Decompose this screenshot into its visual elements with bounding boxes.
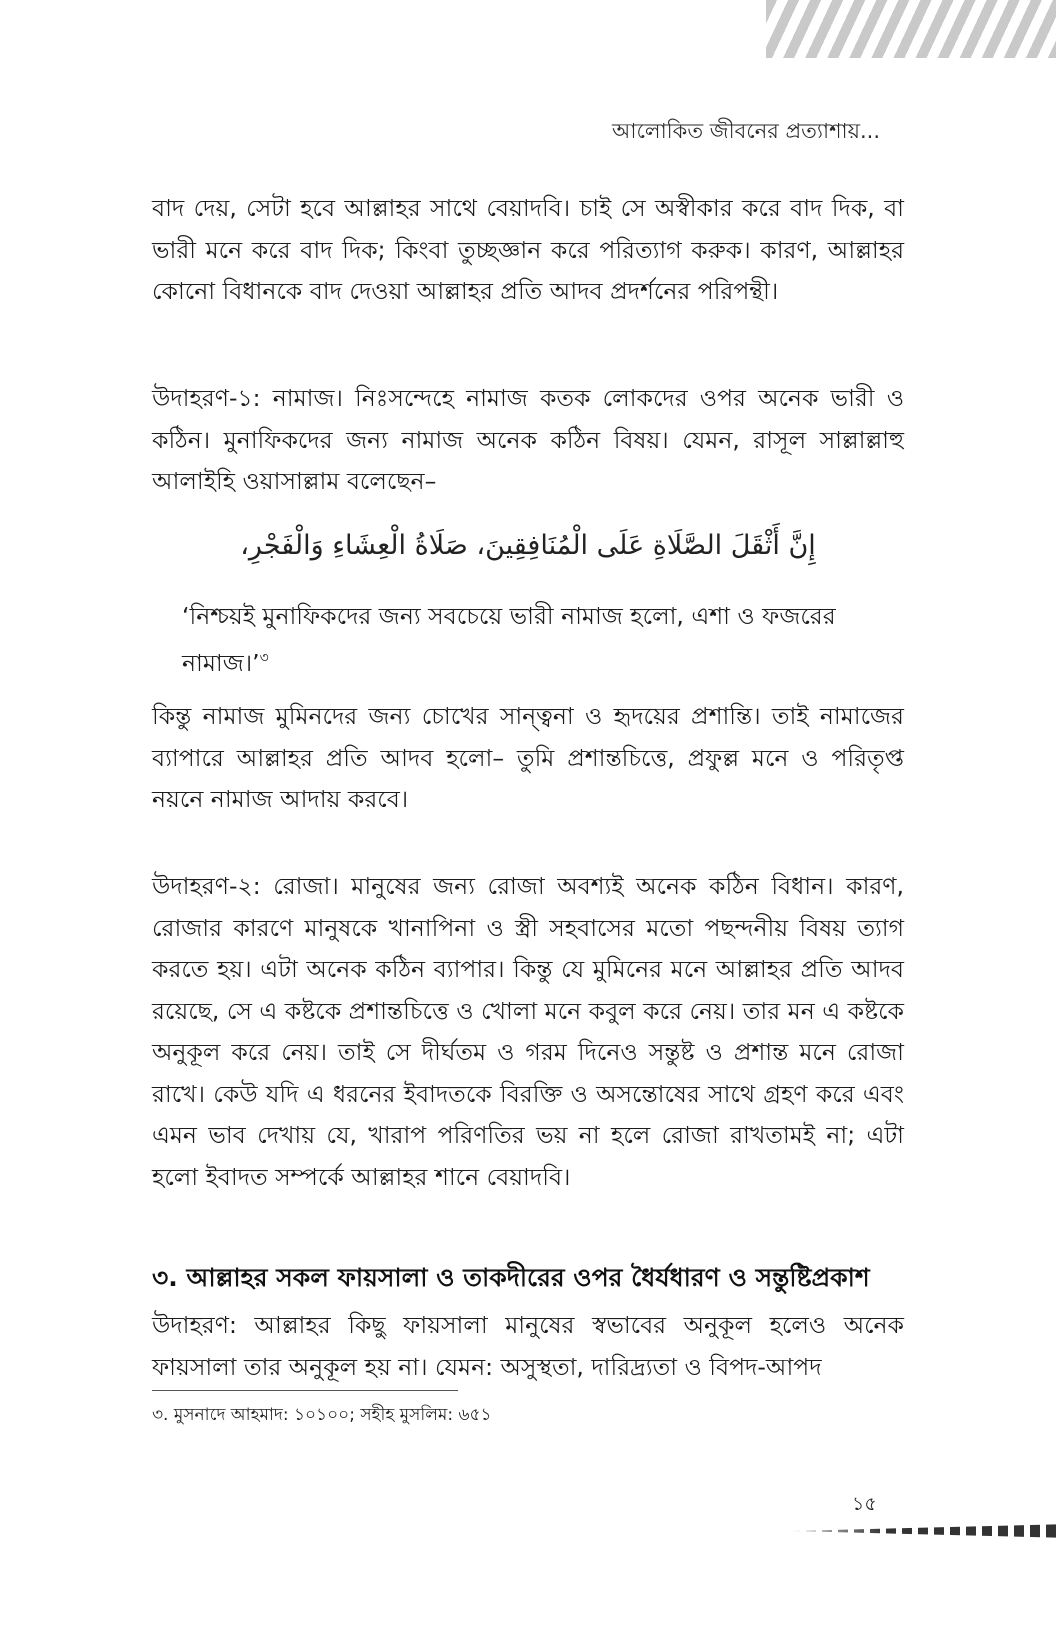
translation-text: ‘নিশ্চয়ই মুনাফিকদের জন্য সবচেয়ে ভারী নামাজ হলো, এশা ও ফজরের নামাজ।’	[182, 602, 836, 677]
page-number: ১৫	[852, 1493, 877, 1515]
paragraph-1: বাদ দেয়, সেটা হবে আল্লাহর সাথে বেয়াদবি। চাই সে অস্বীকার করে বাদ দিক, বা ভারী মনে করে বাদ দিক; কিংবা তুচ্ছজ্ঞান করে পরিত্যাগ করুক। কারণ, আল্লাহর কোনো বিধানকে বাদ দেওয়া আল্লাহর প্রতি আদব প্রদর্শনের পরিপন্থী।	[152, 194, 904, 305]
footnote-divider	[152, 1390, 458, 1391]
decorative-dots	[790, 1520, 1056, 1542]
decorative-stripes	[766, 0, 1056, 58]
section-heading: ৩. আল্লাহর সকল ফায়সালা ও তাকদীরের ওপর ধৈর্যধারণ ও সন্তুষ্টিপ্রকাশ	[152, 1263, 870, 1292]
paragraph-2: উদাহরণ-১: নামাজ। নিঃসন্দেহে নামাজ কতক লোকদের ওপর অনেক ভারী ও কঠিন। মুনাফিকদের জন্য নামাজ অনেক কঠিন বিষয়। যেমন, রাসূল সাল্লাল্লাহু আলাইহি ওয়াসাল্লাম বলেছেন–	[152, 384, 904, 495]
paragraph-5: উদাহরণ: আল্লাহর কিছু ফায়সালা মানুষের স্বভাবের অনুকূল হলেও অনেক ফায়সালা তার অনুকূল হয় না। যেমন: অসুস্থতা, দারিদ্র্যতা ও বিপদ-আপদ	[152, 1311, 904, 1381]
running-header: আলোকিত জীবনের প্রত্যাশায়...	[611, 119, 880, 143]
footnote: ৩. মুসনাদে আহমাদ: ১০১০০; সহীহ মুসলিম: ৬৫১	[152, 1405, 492, 1425]
arabic-hadith: إِنَّ أَثْقَلَ الصَّلَاةِ عَلَى الْمُنَافِقِينَ، صَلَاةُ الْعِشَاءِ وَالْفَجْرِ،	[240, 530, 816, 561]
footnote-ref: ৩	[259, 649, 269, 666]
paragraph-4: উদাহরণ-২: রোজা। মানুষের জন্য রোজা অবশ্যই অনেক কঠিন বিধান। কারণ, রোজার কারণে মানুষকে খানাপিনা ও স্ত্রী সহবাসের মতো পছন্দনীয় বিষয় ত্যাগ করতে হয়। এটা অনেক কঠিন ব্যাপার। কিন্তু যে মুমিনের মনে আল্লাহর প্রতি আদব রয়েছে, সে এ কষ্টকে প্রশান্তচিত্তে ও খোলা মনে কবুল করে নেয়। তার মন এ কষ্টকে অনুকূল করে নেয়। তাই সে দীর্ঘতম ও গরম দিনেও সন্তুষ্ট ও প্রশান্ত মনে রোজা রাখে। কেউ যদি এ ধরনের ইবাদতকে বিরক্তি ও অসন্তোষের সাথে গ্রহণ করে এবং এমন ভাব দেখায় যে, খারাপ পরিণতির ভয় না হলে রোজা রাখতামই না; এটা হলো ইবাদত সম্পর্কে আল্লাহর শানে বেয়াদবি।	[152, 872, 904, 1191]
paragraph-3: কিন্তু নামাজ মুমিনদের জন্য চোখের সান্ত্বনা ও হৃদয়ের প্রশান্তি। তাই নামাজের ব্যাপারে আল্লাহর প্রতি আদব হলো– তুমি প্রশান্তচিত্তে, প্রফুল্ল মনে ও পরিতৃপ্ত নয়নে নামাজ আদায় করবে।	[152, 702, 904, 813]
hadith-translation	[182, 596, 874, 684]
